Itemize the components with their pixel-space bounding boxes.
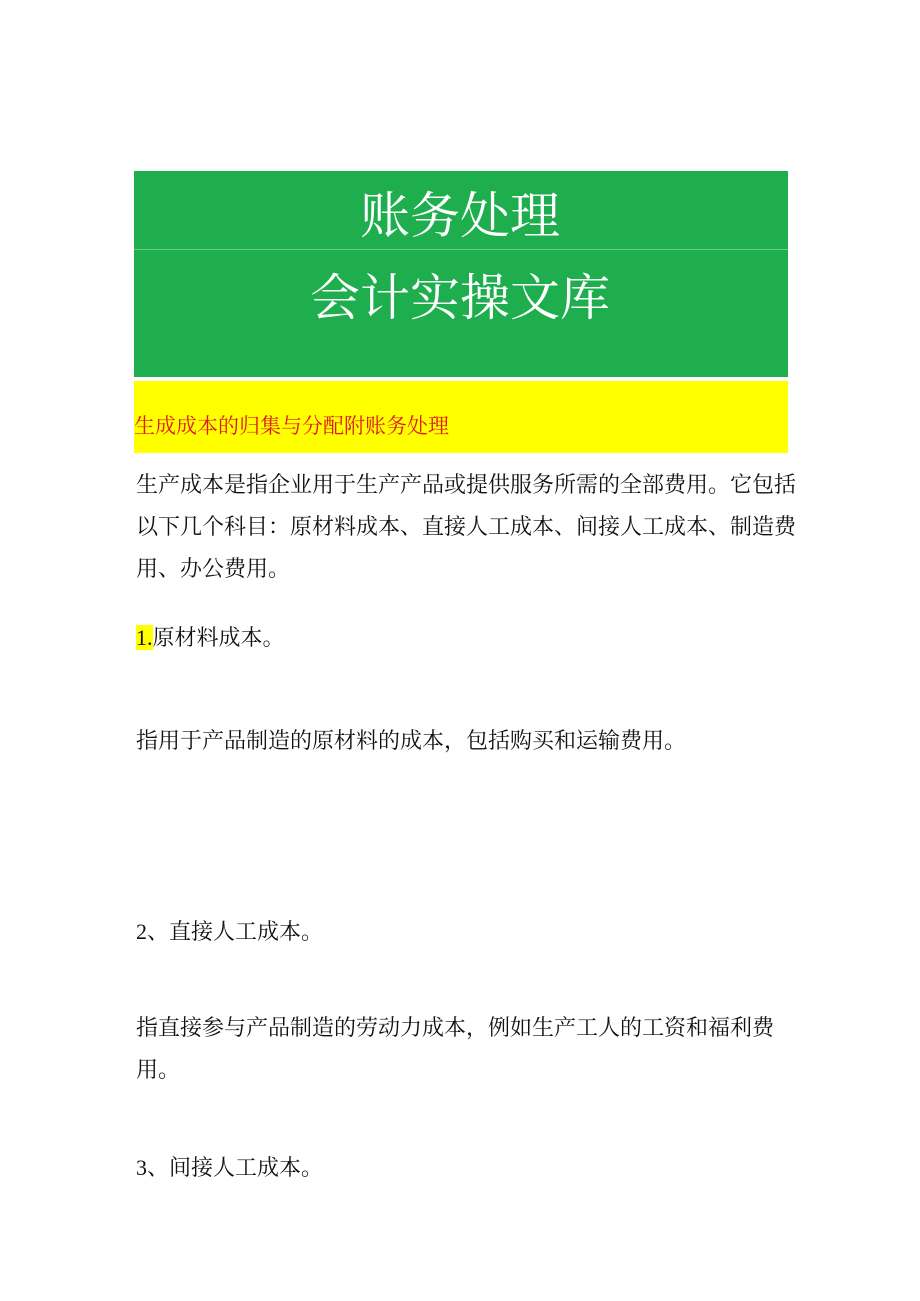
section-number-3: 3、	[136, 1155, 170, 1180]
section-title-2: 直接人工成本。	[169, 920, 324, 945]
section-heading-1	[136, 617, 796, 660]
section-heading-2	[136, 911, 796, 954]
document-subtitle: 生成成本的归集与分配附账务处理	[134, 414, 449, 438]
section-title-1: 原材料成本。	[152, 626, 285, 651]
section-text-1: 指用于产品制造的原材料的成本，包括购买和运输费用。	[136, 729, 687, 754]
banner-divider	[134, 249, 788, 250]
section-number-2: 2、	[136, 919, 170, 944]
section-number-1: 1.	[136, 625, 153, 650]
banner-title-line2: 会计实操文库	[310, 269, 610, 327]
banner-title-line1: 账务处理	[360, 187, 560, 245]
section-heading-3	[136, 1147, 796, 1190]
section-title-3: 间接人工成本。	[169, 1156, 324, 1181]
intro-paragraph: 生产成本是指企业用于生产产品或提供服务所需的全部费用。它包括以下几个科目：原材料成本、直接人工成本、间接人工成本、制造费用、办公费用。	[136, 473, 797, 582]
section-text-2: 指直接参与产品制造的劳动力成本，例如生产工人的工资和福利费用。	[136, 1016, 775, 1083]
